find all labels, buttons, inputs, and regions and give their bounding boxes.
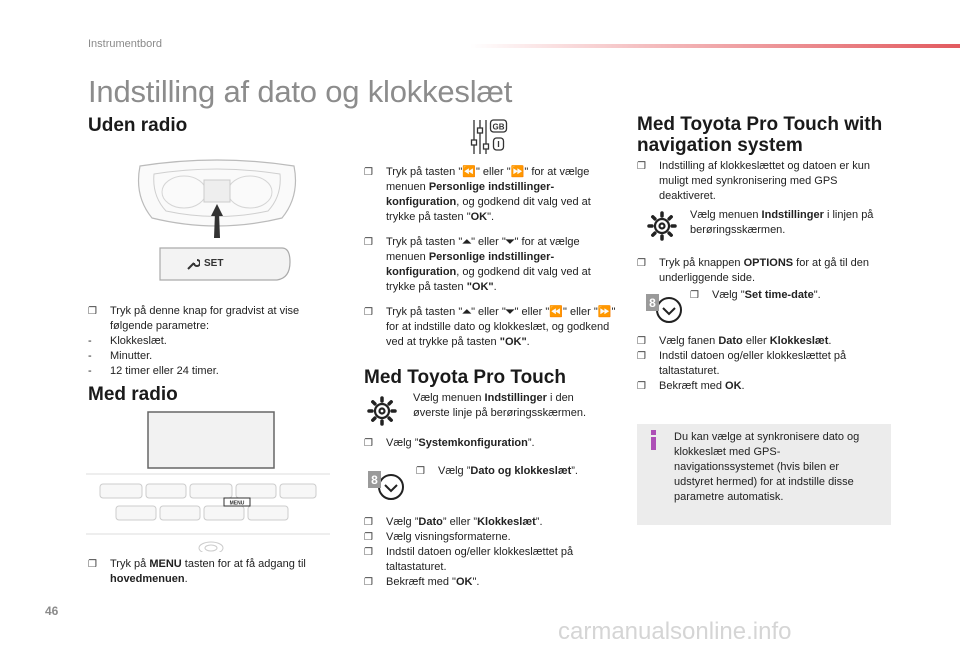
list-item: - Minutter. [88,350,153,362]
list-item: - 12 timer eller 24 timer. [88,365,219,377]
middle-steps [364,165,616,350]
down-arrow-icon: ⏷ [505,306,515,318]
settings-sliders-icon [470,116,508,158]
list-item: ❐ Bekræft med OK. [637,380,745,392]
list-item: ❐ Indstil datoen og/eller klokkeslættet på taltastaturet. [364,546,574,573]
med-radio-step: ❐ Tryk på MENU tasten for at få adgang til hovedmenuen. [88,558,306,585]
pro-touch-menu-text: Vælg menuen Indstillinger i den øverste linje på berøringsskærmen. [413,392,587,419]
page-title: Indstilling af dato og klokkeslæt [88,74,513,109]
bullet-icon: ❐ [364,307,373,318]
set-button-label: SET [204,258,224,269]
up-arrow-icon: ⏶ [462,306,472,318]
bullet-icon: ❐ [88,559,97,570]
heading-med-radio: Med radio [88,384,178,405]
rewind-icon: ⏪ [462,166,476,178]
forward-icon: ⏩ [597,306,612,318]
gb-label: GB [492,122,505,132]
bullet-icon: ❐ [364,167,373,178]
list-item: ❐ Tryk på tasten "⏪" eller "⏩" for at vælge menuen Personlige indstillinger-konfiguration, og godkend dit valg ved at trykke på tasten "OK". [364,166,591,223]
nav-step: ❐ Indstilling af klokkeslættet og datoen er kun muligt med synkronisering med GPS deaktiveret. [637,160,870,202]
gear-icon [646,210,678,242]
list-item: - Klokkeslæt. [88,335,167,347]
list-item: ❐ Tryk på tasten "⏶" eller "⏷" eller "⏪" eller "⏩" for at indstille dato og klokkeslæt, og godkend ved at trykke på tasten "OK". [364,306,616,348]
list-item: ❐ Tryk på tasten "⏶" eller "⏷" for at vælge menuen Personlige indstillinger-konfiguration, og godkend dit valg ved at trykke på tasten "OK". [364,236,591,293]
gear-icon [366,395,398,427]
svg-text:8: 8 [649,296,656,310]
list-item: ❐ Vælg ”Dato” eller ”Klokkeslæt”. [364,516,543,528]
bullet-icon: ❐ [637,336,646,347]
bullet-icon: ❐ [637,351,646,362]
bullet-icon: ❐ [416,466,425,477]
bullet-icon: ❐ [364,438,373,449]
nav-step: ❐ Tryk på knappen OPTIONS for at gå til den underliggende side. [637,257,869,284]
nav-steps [637,334,891,394]
nav-menu-text: Vælg menuen Indstillinger i linjen på berøringsskærmen. [690,209,874,236]
list-item: ❐ Bekræft med "OK". [364,576,480,588]
back-badge-icon [645,292,685,328]
header-accent-bar [470,44,960,48]
radio-unit-illustration [86,408,330,552]
bullet-icon: ❐ [364,532,373,543]
watermark: carmanualsonline.info [558,618,792,645]
bullet-icon: ❐ [364,577,373,588]
pro-touch-steps [364,515,616,590]
back-badge-icon [367,469,407,505]
bullet-icon: ❐ [637,161,646,172]
list-item: ❐ Vælg visningsformaterne. [364,531,511,543]
pro-touch-step: ❐ Vælg ”Dato og klokkeslæt”. [416,465,578,477]
info-text: Du kan vælge at synkronisere dato og klokkeslæt med GPS-navigationssystemet (hvis bilen er udstyret hermed) for at indstille disse parametre automatisk. [674,431,860,503]
bullet-icon: ❐ [637,381,646,392]
list-item: ❐ Indstil datoen og/eller klokkeslættet på taltastaturet. [637,350,847,377]
bullet-icon: ❐ [364,517,373,528]
list-item: ❐ Tryk på denne knap for gradvist at vise følgende parametre: [88,305,300,332]
bullet-icon: ❐ [364,547,373,558]
bullet-icon: ❐ [364,237,373,248]
bullet-icon: ❐ [637,258,646,269]
uden-radio-text [88,304,324,379]
bullet-icon: ❐ [690,290,699,301]
nav-step: ❐ Vælg "Set time-date". [690,289,821,301]
info-icon [648,430,660,450]
heading-pro-touch-nav: Med Toyota Pro Touch with navigation system [637,114,883,156]
rewind-icon: ⏪ [549,306,564,318]
up-arrow-icon: ⏶ [462,236,472,248]
bullet-icon: ❐ [88,306,97,317]
list-item: ❐ Vælg fanen Dato eller Klokkeslæt. [637,335,832,347]
forward-icon: ⏩ [510,166,525,178]
section-label: Instrumentbord [88,38,162,50]
wrench-icon [186,257,200,271]
heading-uden-radio: Uden radio [88,115,188,136]
badge-number: 8 [371,473,378,487]
page-number: 46 [45,604,59,618]
pro-touch-step: ❐ Vælg ”Systemkonfiguration”. [364,437,535,449]
menu-button-label: MENU [229,500,245,507]
heading-pro-touch: Med Toyota Pro Touch [364,367,566,388]
down-arrow-icon: ⏷ [505,236,515,248]
